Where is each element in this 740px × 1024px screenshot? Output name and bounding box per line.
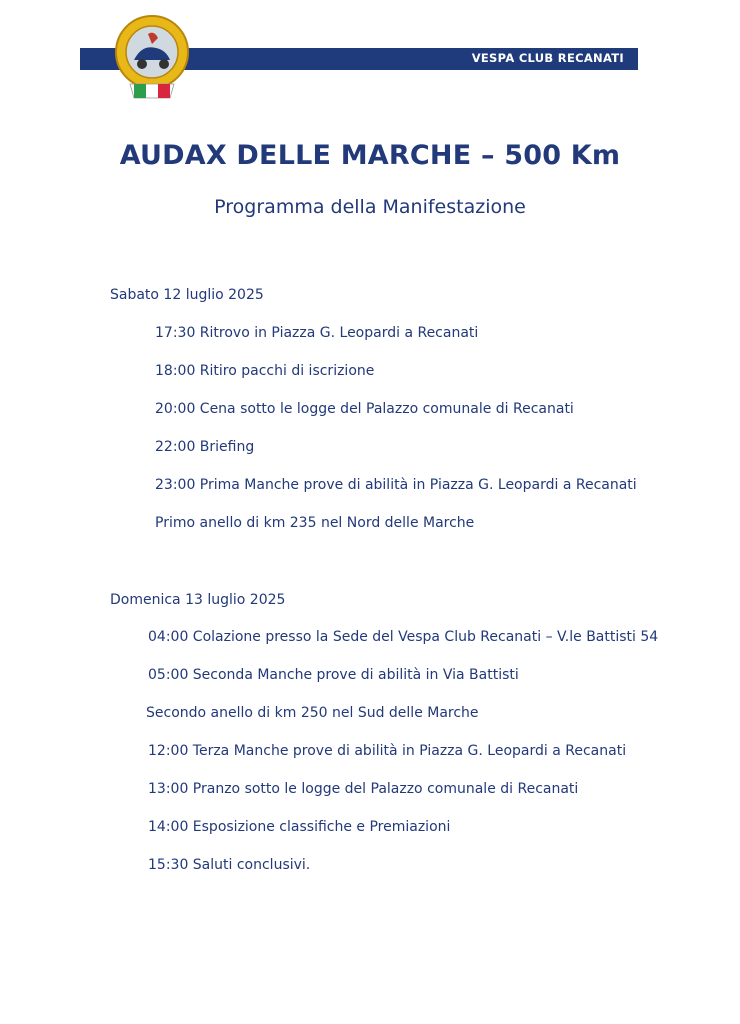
schedule-item: 20:00 Cena sotto le logge del Palazzo comunale di Recanati (155, 401, 574, 417)
schedule-item: 14:00 Esposizione classifiche e Premiazioni (148, 819, 451, 835)
schedule-item: Secondo anello di km 250 nel Sud delle Marche (146, 705, 479, 721)
schedule-item: Primo anello di km 235 nel Nord delle Marche (155, 515, 475, 531)
schedule-item: 22:00 Briefing (155, 439, 255, 455)
saturday-label: Sabato 12 luglio 2025 (110, 287, 264, 303)
header-club-name: VESPA CLUB RECANATI (471, 51, 624, 65)
page-title: AUDAX DELLE MARCHE – 500 Km (119, 140, 621, 171)
schedule-item: 15:30 Saluti conclusivi. (148, 857, 311, 873)
page-subtitle: Programma della Manifestazione (214, 196, 526, 218)
schedule-item: 04:00 Colazione presso la Sede del Vespa Club Recanati – V.le Battisti 54 (148, 629, 659, 645)
schedule-item: 12:00 Terza Manche prove di abilità in Piazza G. Leopardi a Recanati (148, 743, 627, 759)
schedule-item: 23:00 Prima Manche prove di abilità in Piazza G. Leopardi a Recanati (155, 477, 637, 493)
schedule-item: 18:00 Ritiro pacchi di iscrizione (155, 363, 375, 379)
schedule-item: 05:00 Seconda Manche prove di abilità in Via Battisti (148, 667, 519, 683)
sunday-label: Domenica 13 luglio 2025 (110, 592, 286, 608)
club-logo-icon (112, 14, 192, 106)
schedule-item: 13:00 Pranzo sotto le logge del Palazzo comunale di Recanati (148, 781, 579, 797)
schedule-item: 17:30 Ritrovo in Piazza G. Leopardi a Recanati (155, 325, 479, 341)
